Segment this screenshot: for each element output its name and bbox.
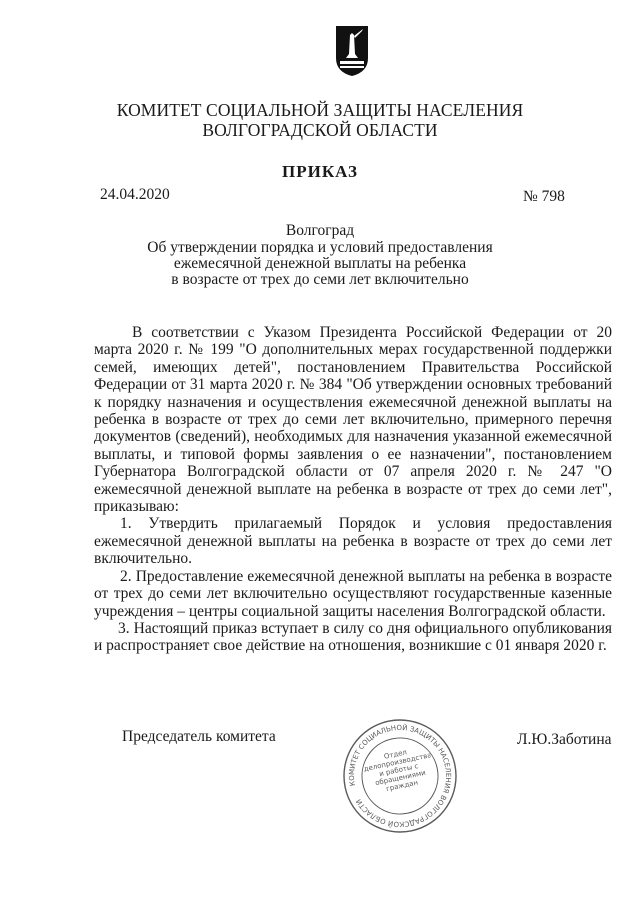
organization-name-line1: КОМИТЕТ СОЦИАЛЬНОЙ ЗАЩИТЫ НАСЕЛЕНИЯ: [116, 100, 524, 120]
document-body: [94, 324, 612, 655]
stamp-ring-text: КОМИТЕТ СОЦИАЛЬНОЙ ЗАЩИТЫ НАСЕЛЕНИЯ ВОЛГОГРАДСКОЙ ОБЛАСТИ: [347, 723, 453, 829]
document-subject: [0, 240, 640, 288]
item-3-paragraph: 3. Настоящий приказ вступает в силу со дня официального опубликования и распространяет свое действие на отношения, возникшие с 01 января 2020 г.: [94, 619, 612, 655]
stamp-center-text: Отдел делопроизводства и работы с обращениями граждан: [363, 748, 433, 794]
document-date: 24.04.2020: [100, 186, 170, 203]
preamble-paragraph: В соответствии с Указом Президента Российской Федерации от 20 марта 2020 г. № 199 "О дополнительных мерах государственной поддержки семей, имеющих детей", постановлением Правительства Российской Федерации от 31 марта 2020 г. № 384 "Об утверждении основных требований к порядку назначения и осуществления ежемесячной денежной выплаты на ребенка в возрасте от трех до семи лет включительно, примерного перечня документов (сведений), необходимых для назначения указанной ежемесячной выплаты, и типовой формы заявления о ее назначении", постановлением Губернатора Волгоградской области от 07 апреля 2020 г. № 247 "О ежемесячной денежной выплате на ребенка в возрасте от трех до семи лет", приказываю:: [94, 324, 612, 516]
subject-line: в возрасте от трех до семи лет включительно: [171, 271, 469, 288]
volgograd-emblem-icon: [334, 24, 370, 78]
organization-name-line2: ВОЛГОГРАДСКОЙ ОБЛАСТИ: [202, 120, 438, 140]
signer-name: Л.Ю.Заботина: [517, 731, 612, 748]
item-2-paragraph: 2. Предоставление ежемесячной денежной выплаты на ребенка в возрасте от трех до семи лет включительно осуществляют государственные казенные учреждения – центры социальной защиты населения Волгоградской области.: [94, 567, 612, 620]
document-type: ПРИКАЗ: [282, 162, 358, 181]
item-1-paragraph: 1. Утвердить прилагаемый Порядок и условия предоставления ежемесячной денежной выплаты на ребенка в возрасте от трех до семи лет включительно.: [94, 515, 612, 568]
subject-line: ежемесячной денежной выплаты на ребенка: [173, 255, 467, 272]
subject-line: Об утверждении порядка и условий предоставления: [147, 239, 493, 256]
signer-title: Председатель комитета: [122, 728, 276, 745]
document-city: Волгоград: [285, 222, 355, 239]
document-number: № 798: [523, 188, 565, 205]
official-stamp: [329, 705, 471, 847]
